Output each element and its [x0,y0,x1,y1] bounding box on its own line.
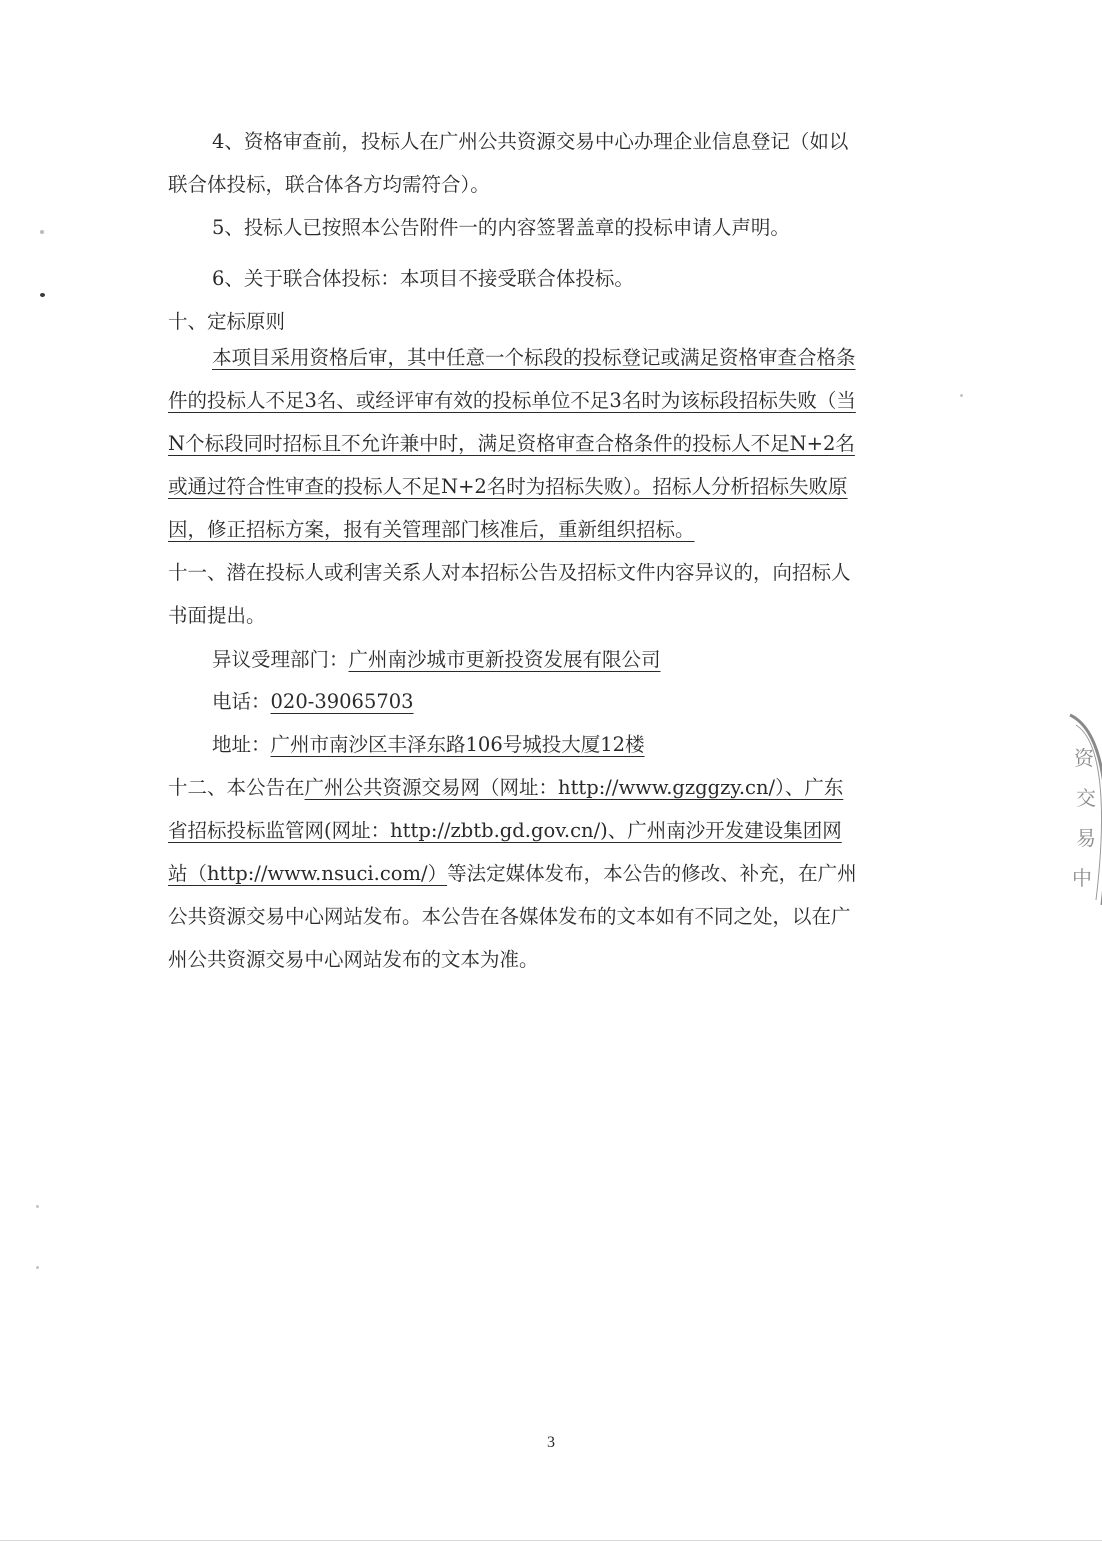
underlined-text: 广州市南沙区丰泽东路106号城投大厦12楼 [270,733,645,756]
underlined-text: 广州公共资源交易网（网址：http://www.gzggzy.cn/）、广东 [304,776,844,799]
text-line [168,601,938,631]
underlined-text: 省招标投标监管网(网址：http://zbtb.gd.gov.cn/)、广州南沙开发建设集团网 [168,819,842,842]
text-span: 州公共资源交易中心网站发布的文本为准。 [168,948,539,971]
text-line [168,773,938,803]
svg-text:资: 资 [1074,746,1094,770]
text-span: 联合体投标，联合体各方均需符合）。 [168,173,490,196]
scan-speck [40,293,45,297]
underlined-text: 件的投标人不足3名、或经评审有效的投标单位不足3名时为该标段招标失败（当 [168,389,856,412]
text-line [212,264,982,294]
text-line [168,902,938,932]
text-line [212,687,982,717]
page-number: 3 [547,1434,555,1451]
text-line [168,515,938,545]
svg-text:中: 中 [1072,866,1092,890]
text-line [168,816,938,846]
text-span: 十一、潜在投标人或利害关系人对本招标公告及招标文件内容异议的，向招标人 [168,561,851,584]
svg-text:易: 易 [1076,826,1096,850]
text-line [212,730,982,760]
text-span: 4、资格审查前，投标人在广州公共资源交易中心办理企业信息登记（如以 [212,130,849,153]
text-line [212,213,982,243]
text-line [168,307,938,337]
text-span: 电话： [212,690,271,713]
scan-speck [960,394,963,397]
svg-text:交: 交 [1076,786,1096,810]
text-line [168,859,938,889]
text-line [168,386,938,416]
underlined-text: 站（http://www.nsuci.com/） [168,862,448,885]
text-line [168,429,938,459]
scan-speck [36,1266,39,1269]
underlined-text: 因，修正招标方案，报有关管理部门核准后，重新组织招标。 [168,518,695,541]
underlined-text: 或通过符合性审查的投标人不足N+2名时为招标失败）。招标人分析招标失败原 [168,475,848,498]
underlined-text: N个标段同时招标且不允许兼中时，满足资格审查合格条件的投标人不足N+2名 [168,432,855,455]
underlined-text: 广州南沙城市更新投资发展有限公司 [348,648,661,671]
text-span: 十、定标原则 [168,310,286,333]
text-span: 书面提出。 [168,604,266,627]
text-line [168,170,938,200]
text-span: 5、投标人已按照本公告附件一的内容签署盖章的投标申请人声明。 [212,216,790,239]
text-line [212,127,982,157]
text-span: 公共资源交易中心网站发布。本公告在各媒体发布的文本如有不同之处，以在广 [168,905,851,928]
text-span: 地址： [212,733,271,756]
text-span: 6、关于联合体投标：本项目不接受联合体投标。 [212,267,634,290]
scan-speck [36,1205,39,1208]
underlined-text: 本项目采用资格后审，其中任意一个标段的投标登记或满足资格审查合格条 [212,346,856,369]
text-line [168,472,938,502]
text-line [212,343,982,373]
text-span: 十二、本公告在 [168,776,305,799]
text-span: 等法定媒体发布，本公告的修改、补充，在广州 [447,862,857,885]
text-line [212,645,982,675]
scan-speck [40,230,44,234]
underlined-text: 020-39065703 [270,690,414,713]
partial-seal-stamp [1062,705,1102,920]
text-span: 异议受理部门： [212,648,349,671]
scan-edge [0,1540,1102,1541]
text-line [168,558,938,588]
text-line [168,945,938,975]
